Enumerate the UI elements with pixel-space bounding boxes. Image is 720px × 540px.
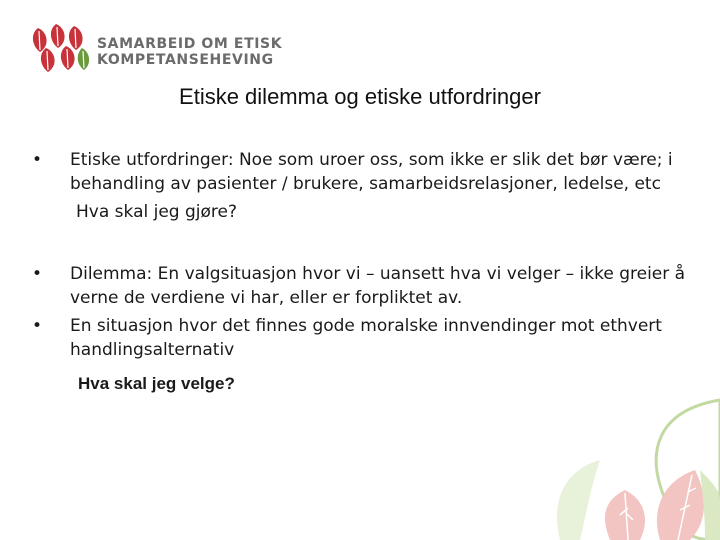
bullet-item (28, 314, 688, 362)
bullet-item (28, 148, 688, 196)
logo (28, 22, 283, 74)
bullet-text: En situasjon hvor det finnes gode moralske innvendinger mot ethvert handlingsalternativ (70, 316, 662, 360)
logo-line-2: KOMPETANSEHEVING (97, 52, 274, 68)
question-text: Hva skal jeg velge? (78, 374, 235, 393)
slide-content (28, 148, 688, 396)
bullet-item (28, 262, 688, 310)
logo-line-1: SAMARBEID OM ETISK (97, 36, 283, 52)
slide-title: Etiske dilemma og etiske utfordringer (179, 84, 541, 109)
bullet-term: Etiske utfordringer: (70, 150, 234, 170)
leaves-logo-icon (28, 22, 94, 74)
logo-text (97, 36, 282, 68)
bullet-text: En valgsituasjon hvor vi – uansett hva vi velger – ikke greier å verne de verdiene vi har, eller er forpliktet av. (70, 264, 686, 308)
bullet-term: Dilemma: (70, 264, 153, 284)
decorative-leaf-icon (470, 390, 720, 540)
question-text: Hva skal jeg gjøre? (76, 202, 238, 222)
bullet-text: Noe som uroer oss, som ikke er slik det bør være; i behandling av pasienter / brukere, samarbeidsrelasjoner, ledelse, etc (70, 150, 673, 194)
